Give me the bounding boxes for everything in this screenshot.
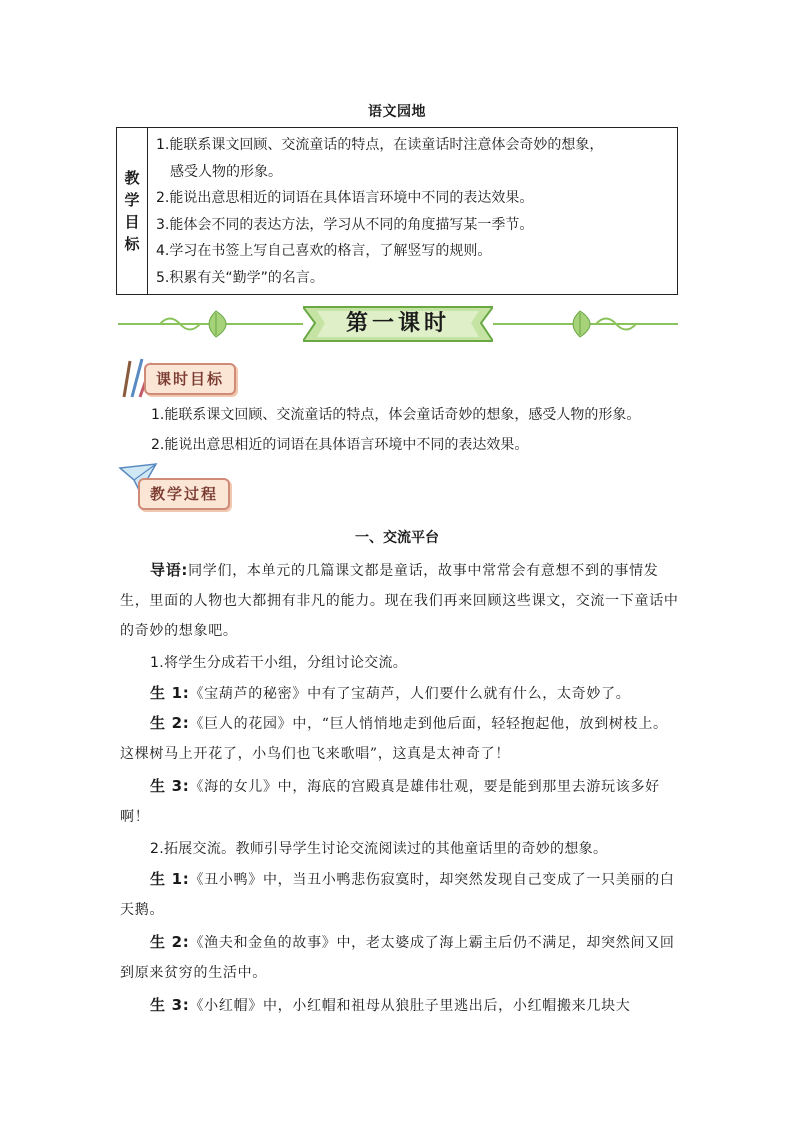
teaching-goals-label (117, 128, 148, 295)
lesson-goal-item: 1.能联系课文回顾、交流童话的特点，体会童话奇妙的想象，感受人物的形象。 (151, 407, 641, 423)
goals-label-char: 学 (124, 191, 140, 209)
goals-label-char: 教 (124, 169, 140, 187)
section-title: 一、交流平台 (355, 530, 439, 546)
response-text: 《巨人的花园》中，“巨人悄悄地走到他后面，轻轻抱起他，放到树枝上。这棵树马上开花了，小鸟们也飞来歌唱”，这真是太神奇了！ (120, 716, 668, 762)
intro-lead: 导语: (150, 561, 189, 579)
student-response (120, 771, 680, 832)
goal-item: 5.积累有关“勤学”的名言。 (156, 269, 324, 286)
banner-ribbon (303, 303, 493, 343)
lesson-goals-tag: 课时目标 (144, 363, 236, 395)
student-response (120, 678, 680, 709)
teaching-process-tag: 教学过程 (138, 478, 230, 510)
lesson-banner (118, 303, 678, 345)
response-text: 《小红帽》中，小红帽和祖母从狼肚子里逃出后，小红帽搬来几块大 (189, 998, 631, 1014)
teaching-goals-table (116, 127, 678, 295)
goals-label-char: 标 (124, 235, 140, 253)
student-response (120, 708, 680, 769)
step-two: 2.拓展交流。教师引导学生讨论交流阅读过的其他童话里的奇妙的想象。 (150, 841, 608, 857)
goal-item: 4.学习在书签上写自己喜欢的格言，了解竖写的规则。 (156, 243, 492, 259)
response-lead: 生 1: (150, 684, 190, 702)
intro-text: 同学们，本单元的几篇课文都是童话，故事中常常会有意想不到的事情发生，里面的人物也大都拥有非凡的能力。现在我们再来回顾这些课文，交流一下童话中的奇妙的想象吧。 (120, 563, 679, 639)
teaching-goals-list (148, 128, 678, 295)
response-lead: 生 1: (150, 870, 190, 888)
student-response (120, 927, 680, 988)
page-title: 语文园地 (368, 104, 426, 120)
response-lead: 生 2: (150, 933, 190, 951)
response-text: 《宝葫芦的秘密》中有了宝葫芦，人们要什么就有什么，太奇妙了。 (189, 686, 631, 702)
banner-title: 第一课时 (345, 310, 450, 336)
student-response (120, 864, 680, 925)
swirl-leaf-icon (558, 307, 638, 341)
goals-label-char: 目 (124, 213, 140, 231)
response-lead: 生 3: (150, 777, 190, 795)
goal-item-continuation: 感受人物的形象。 (170, 163, 282, 180)
goal-item: 1.能联系课文回顾、交流童话的特点，在读童话时注意体会奇妙的想象， (156, 137, 604, 153)
lesson-goal-item: 2.能说出意思相近的词语在具体语言环境中不同的表达效果。 (151, 437, 529, 453)
response-text: 《渔夫和金鱼的故事》中，老太婆成了海上霸主后仍不满足，却突然间又回到原来贫穷的生活中。 (120, 935, 675, 981)
response-text: 《丑小鸭》中，当丑小鸭悲伤寂寞时，却突然发现自己变成了一只美丽的白天鹅。 (120, 872, 675, 918)
response-text: 《海的女儿》中，海底的宫殿真是雄伟壮观，要是能到那里去游玩该多好啊！ (120, 779, 660, 825)
goal-item: 2.能说出意思相近的词语在具体语言环境中不同的表达效果。 (156, 190, 534, 206)
response-lead: 生 3: (150, 996, 190, 1014)
goal-item: 3.能体会不同的表达方法，学习从不同的角度描写某一季节。 (156, 216, 534, 233)
swirl-leaf-icon (158, 307, 238, 341)
intro-paragraph (120, 555, 680, 646)
student-response (120, 990, 680, 1021)
response-lead: 生 2: (150, 714, 190, 732)
step-one: 1.将学生分成若干小组，分组讨论交流。 (150, 655, 408, 671)
